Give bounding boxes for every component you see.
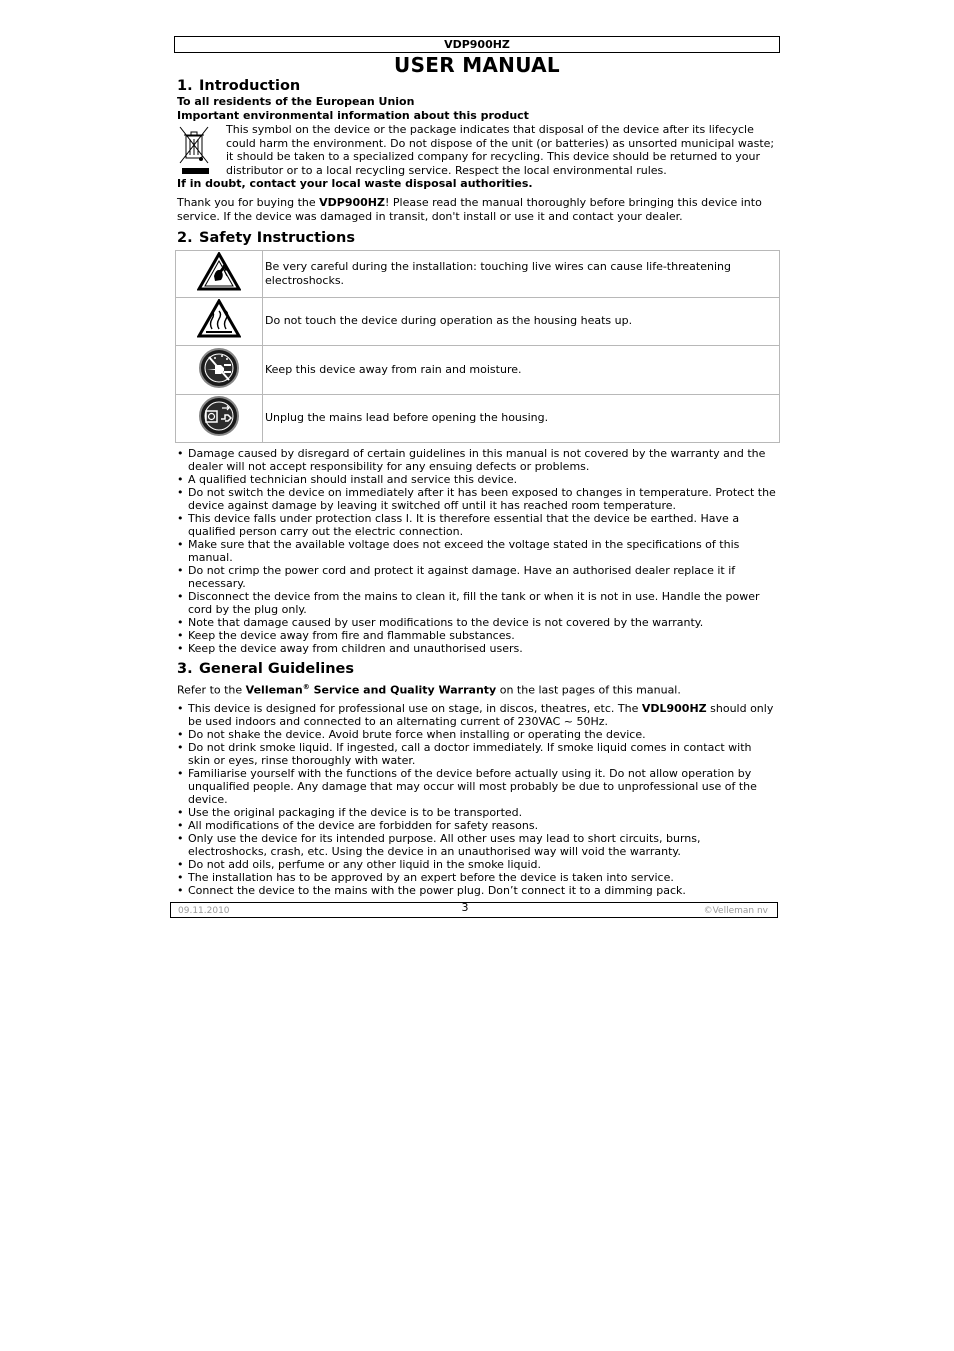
list-item: • Familiarise yourself with the functions of the device before actually using it. Do not allow operation by unqualified people. Any damage that may occur will most probably be due to unprofessional use of the device. [177, 767, 777, 806]
list-item: • Do not add oils, perfume or any other liquid in the smoke liquid. [177, 858, 777, 871]
list-item: • Only use the device for its intended purpose. All other uses may lead to short circuits, burns, electroshocks, crash, etc. Using the device in an unauthorised way will void the warranty. [177, 832, 777, 858]
refer-post: on the last pages of this manual. [496, 683, 681, 697]
section-1-number: 1. [177, 78, 193, 94]
section-3-heading [177, 660, 777, 678]
list-item: • Do not drink smoke liquid. If ingested, call a doctor immediately. If smoke liquid comes in contact with skin or eyes, rinse thoroughly with water. [177, 741, 777, 767]
list-item: • Disconnect the device from the mains to clean it, fill the tank or when it is not in use. Handle the power cord by the plug only. [177, 590, 777, 616]
refer-pre: Refer to the [177, 683, 246, 697]
list-item: • Keep the device away from children and unauthorised users. [177, 642, 777, 655]
page-number: 3 [461, 901, 469, 914]
environmental-info-line: Important environmental information about this product [177, 109, 529, 122]
electric-shock-warning-icon [176, 251, 263, 298]
first-bullet-post: should only be used indoors and connected to an alternating current of 230VAC ~ 50Hz. [188, 701, 774, 728]
list-item: • Do not shake the device. Avoid brute force when installing or operating the device. [177, 728, 777, 741]
list-item: • Make sure that the available voltage does not exceed the voltage stated in the specifications of this manual. [177, 538, 777, 564]
model-header: VDP900HZ [174, 36, 780, 53]
unplug-mains-icon [176, 395, 263, 443]
list-item: • Keep the device away from fire and flammable substances. [177, 629, 777, 642]
page-footer [170, 902, 778, 918]
keep-away-from-moisture-icon [176, 346, 263, 395]
list-item: • A qualified technician should install and service this device. [177, 473, 777, 486]
safety-row [176, 251, 780, 298]
crossed-out-bin-icon [177, 123, 226, 177]
list-item [177, 702, 777, 728]
safety-text-housing-heat: Do not touch the device during operation as the housing heats up. [263, 298, 780, 346]
list-item: • Use the original packaging if the device is to be transported. [177, 806, 777, 819]
document-title: USER MANUAL [394, 53, 560, 77]
section-3-title: General Guidelines [199, 660, 354, 677]
list-item: • The installation has to be approved by an expert before the device is taken into service. [177, 871, 777, 884]
weee-block [177, 123, 777, 177]
warranty-reference [177, 681, 777, 697]
section-2-title: Safety Instructions [199, 230, 355, 246]
registered-mark: ® [302, 682, 310, 691]
refer-warranty: Service and Quality Warranty [309, 683, 497, 697]
thank-you-post: ! Please read the manual thoroughly before bringing this device into service. If the device was damaged in transit, don't install or use it and contact your dealer. [177, 196, 762, 223]
guidelines-bullet-list [177, 702, 777, 897]
list-item: • Note that damage caused by user modifications to the device is not covered by the warranty. [177, 616, 777, 629]
eu-residents-line: To all residents of the European Union [177, 95, 415, 108]
list-item: • This device falls under protection class I. It is therefore essential that the device be earthed. Have a qualified person carry out the electric connection. [177, 512, 777, 538]
list-item: • Connect the device to the mains with the power plug. Don’t connect it to a dimming pack. [177, 884, 777, 897]
section-1-title: Introduction [199, 78, 301, 94]
list-item: • Do not crimp the power cord and protect it against damage. Have an authorised dealer replace it if necessary. [177, 564, 777, 590]
safety-text-electroshock: Be very careful during the installation: touching live wires can cause life-threatening electroshocks. [263, 251, 780, 298]
safety-table [175, 250, 780, 443]
list-item: • All modifications of the device are forbidden for safety reasons. [177, 819, 777, 832]
section-2-heading [177, 229, 777, 247]
first-bullet-model: VDL900HZ [641, 701, 707, 715]
disposal-doubt-line: If in doubt, contact your local waste disposal authorities. [177, 177, 533, 190]
thank-you-pre: Thank you for buying the [177, 196, 320, 209]
safety-text-unplug: Unplug the mains lead before opening the housing. [263, 395, 780, 443]
list-item: • Damage caused by disregard of certain guidelines in this manual is not covered by the warranty and the dealer will not accept responsibility for any ensuing defects or problems. [177, 447, 777, 473]
footer-date: 09.11.2010 [178, 906, 230, 916]
section-3-number: 3. [177, 660, 193, 677]
safety-text-moisture: Keep this device away from rain and moisture. [263, 346, 780, 395]
weee-description: This symbol on the device or the package indicates that disposal of the device after its lifecycle could harm the environment. Do not dispose of the unit (or batteries) as unsorted municipal waste; it should be taken to a specialized company for recycling. This device should be returned to your distributor or to a local recycling service. Respect the local environmental rules. [226, 123, 775, 177]
thank-you-model: VDP900HZ [319, 196, 385, 209]
first-bullet-pre: This device is designed for professional use on stage, in discos, theatres, etc. The [188, 701, 642, 715]
safety-row [176, 298, 780, 346]
thank-you-paragraph [177, 196, 777, 223]
safety-row [176, 346, 780, 395]
page-content [177, 77, 777, 897]
safety-row [176, 395, 780, 443]
list-item: • Do not switch the device on immediately after it has been exposed to changes in temperature. Protect the device against damage by leaving it switched off until it has reached room temperature. [177, 486, 777, 512]
footer-copyright: ©Velleman nv [703, 906, 768, 916]
safety-bullet-list [177, 447, 777, 655]
section-2-number: 2. [177, 230, 193, 246]
hot-surface-warning-icon [176, 298, 263, 346]
section-1-heading [177, 77, 777, 95]
refer-brand: Velleman [245, 683, 303, 697]
